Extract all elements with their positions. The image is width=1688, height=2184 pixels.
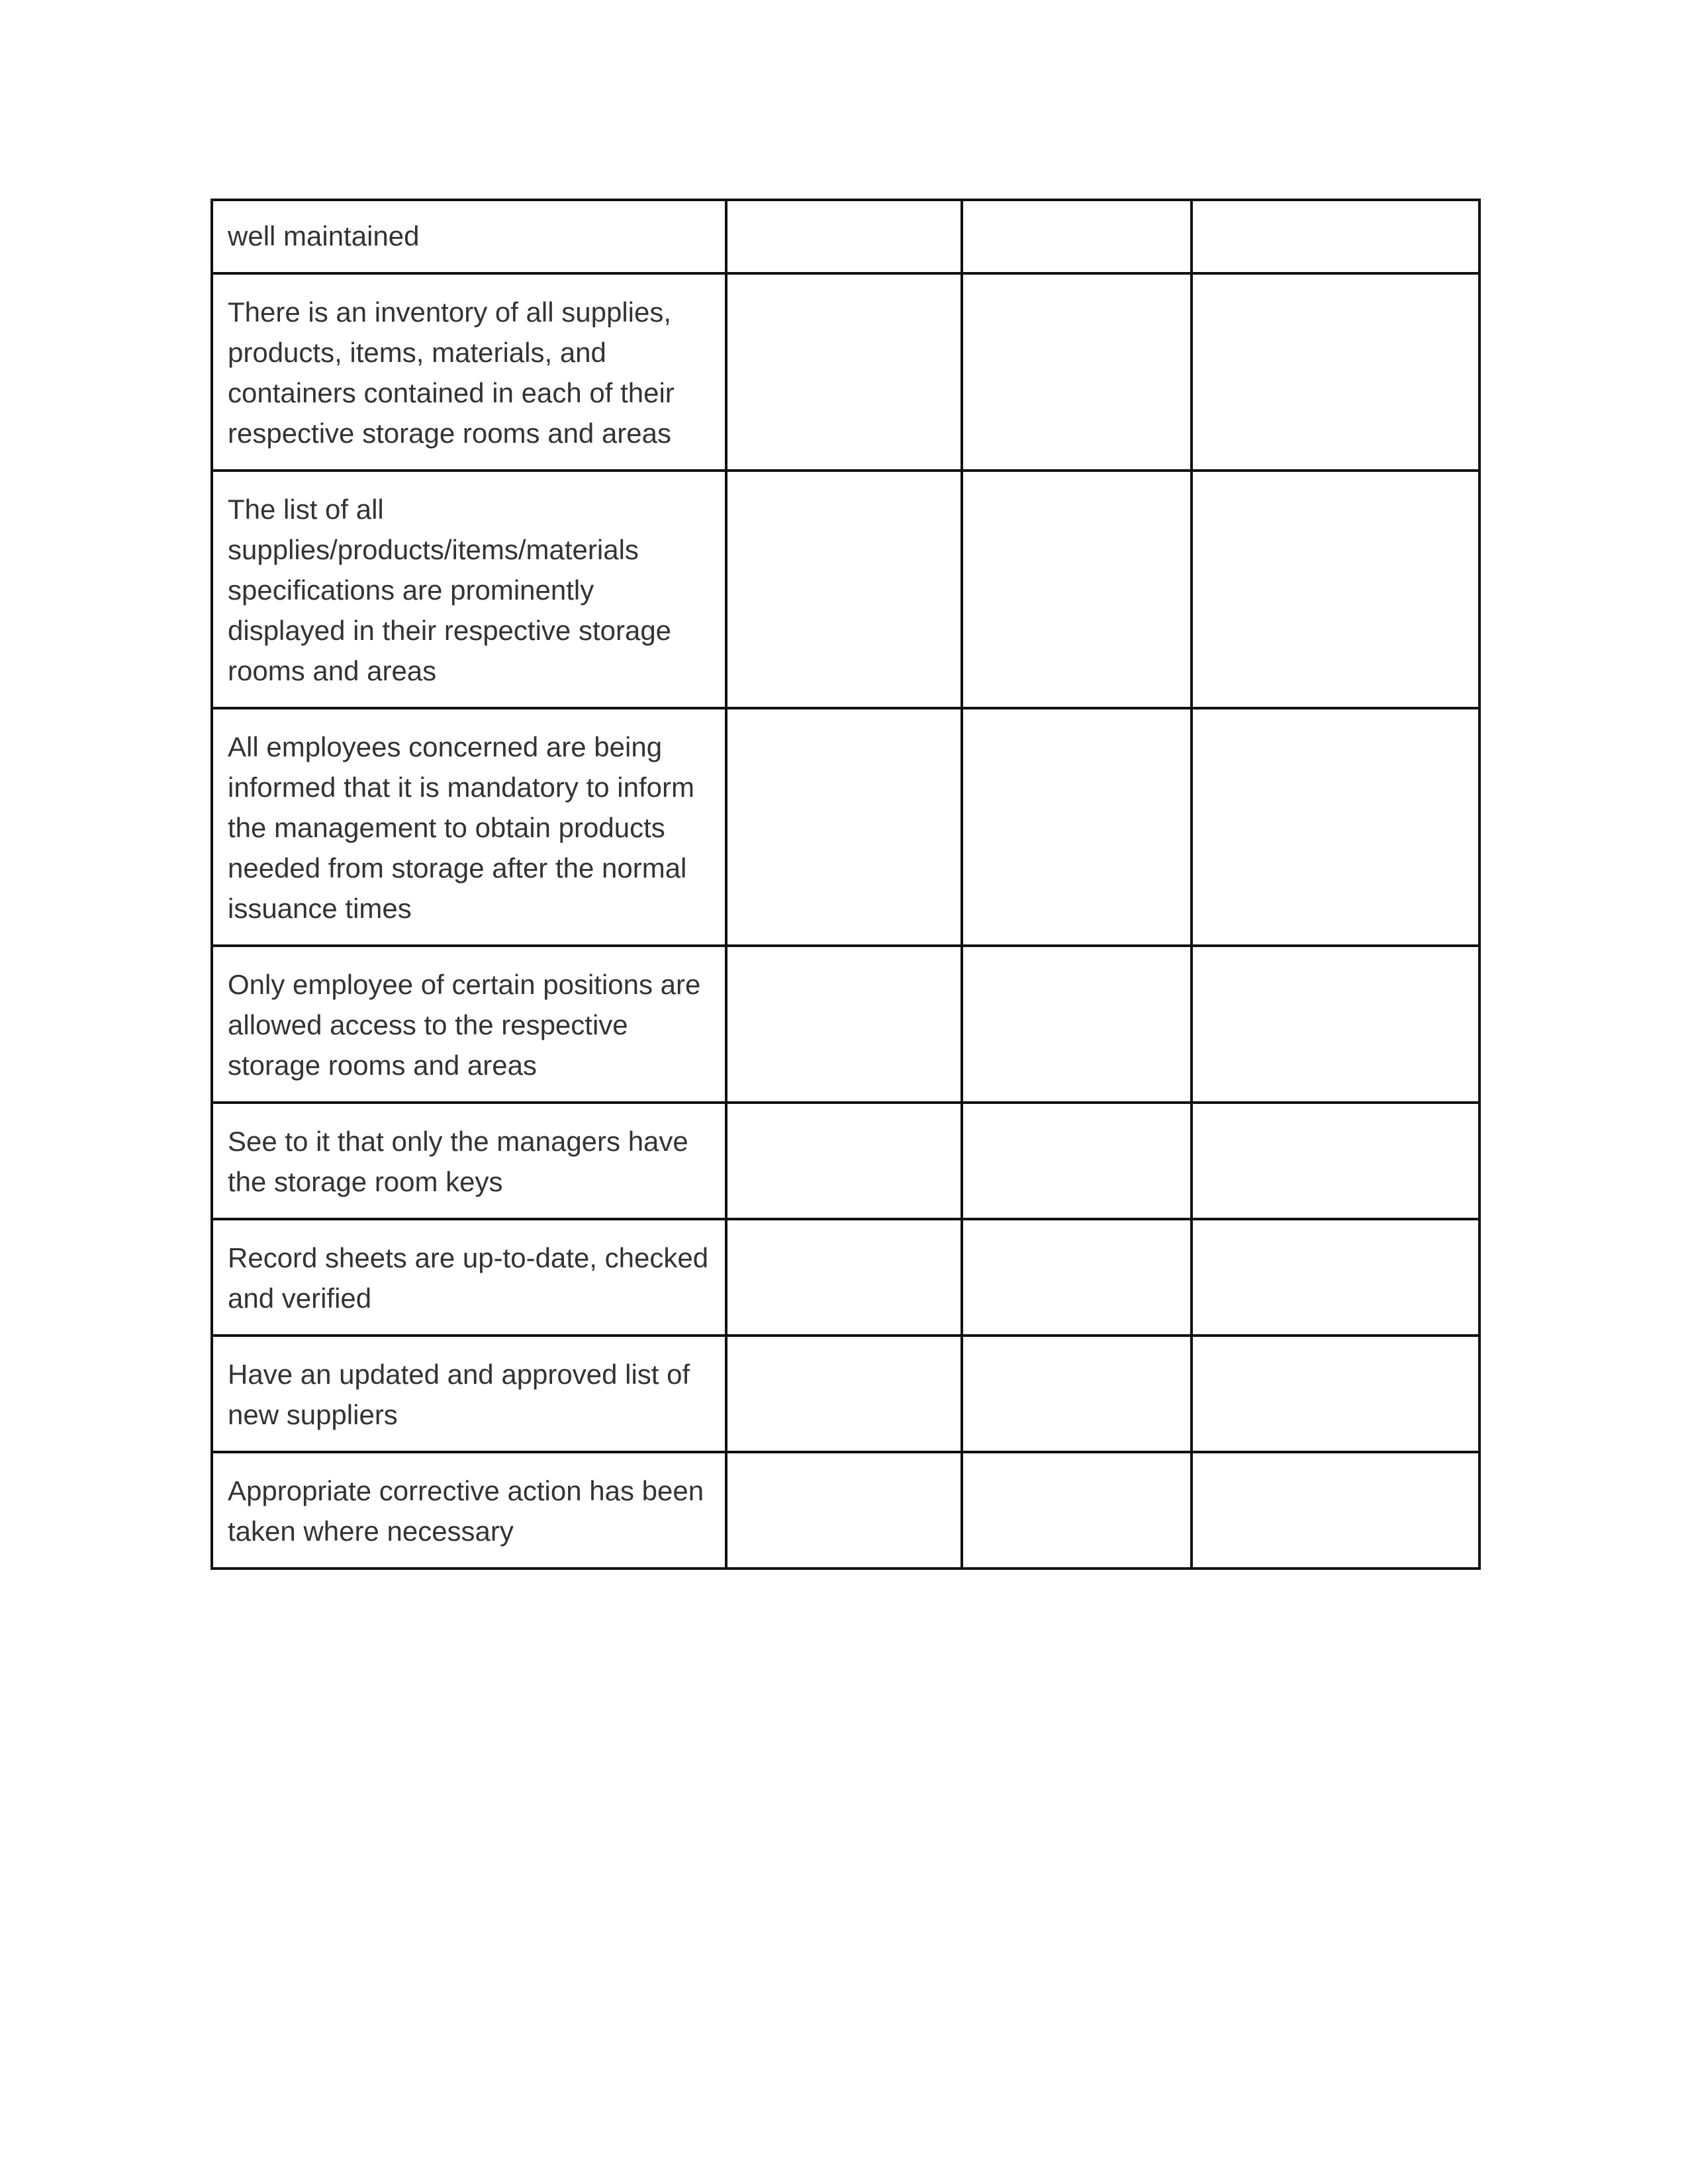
item-cell: There is an inventory of all supplies, products, items, materials, and containers contained in each of their respective storage rooms and areas <box>212 273 726 471</box>
table-row <box>212 471 1479 708</box>
empty-cell <box>962 1452 1192 1569</box>
empty-cell <box>726 708 962 946</box>
table-row <box>212 200 1479 273</box>
item-cell: Have an updated and approved list of new suppliers <box>212 1336 726 1452</box>
empty-cell <box>726 1219 962 1336</box>
empty-cell <box>1192 1336 1479 1452</box>
item-cell: See to it that only the managers have the storage room keys <box>212 1103 726 1219</box>
table-row <box>212 1336 1479 1452</box>
empty-cell <box>726 946 962 1103</box>
empty-cell <box>726 273 962 471</box>
table-row <box>212 1219 1479 1336</box>
item-cell: well maintained <box>212 200 726 273</box>
item-cell: The list of all supplies/products/items/materials specifications are prominently displayed in their respective storage rooms and areas <box>212 471 726 708</box>
empty-cell <box>962 273 1192 471</box>
empty-cell <box>726 200 962 273</box>
empty-cell <box>1192 273 1479 471</box>
item-cell: Appropriate corrective action has been taken where necessary <box>212 1452 726 1569</box>
empty-cell <box>1192 471 1479 708</box>
empty-cell <box>726 1103 962 1219</box>
empty-cell <box>1192 200 1479 273</box>
table-row <box>212 1452 1479 1569</box>
item-cell: All employees concerned are being informed that it is mandatory to inform the management to obtain products needed from storage after the normal issuance times <box>212 708 726 946</box>
table-row <box>212 946 1479 1103</box>
empty-cell <box>1192 946 1479 1103</box>
item-cell: Only employee of certain positions are allowed access to the respective storage rooms and areas <box>212 946 726 1103</box>
empty-cell <box>962 1103 1192 1219</box>
empty-cell <box>726 1452 962 1569</box>
table-row <box>212 708 1479 946</box>
empty-cell <box>962 471 1192 708</box>
empty-cell <box>1192 1452 1479 1569</box>
empty-cell <box>1192 1103 1479 1219</box>
checklist-table <box>211 199 1481 1570</box>
item-cell: Record sheets are up-to-date, checked and verified <box>212 1219 726 1336</box>
table-row <box>212 1103 1479 1219</box>
empty-cell <box>1192 1219 1479 1336</box>
empty-cell <box>726 1336 962 1452</box>
empty-cell <box>962 946 1192 1103</box>
empty-cell <box>962 1219 1192 1336</box>
table-row <box>212 273 1479 471</box>
empty-cell <box>1192 708 1479 946</box>
empty-cell <box>962 1336 1192 1452</box>
empty-cell <box>962 200 1192 273</box>
empty-cell <box>962 708 1192 946</box>
empty-cell <box>726 471 962 708</box>
